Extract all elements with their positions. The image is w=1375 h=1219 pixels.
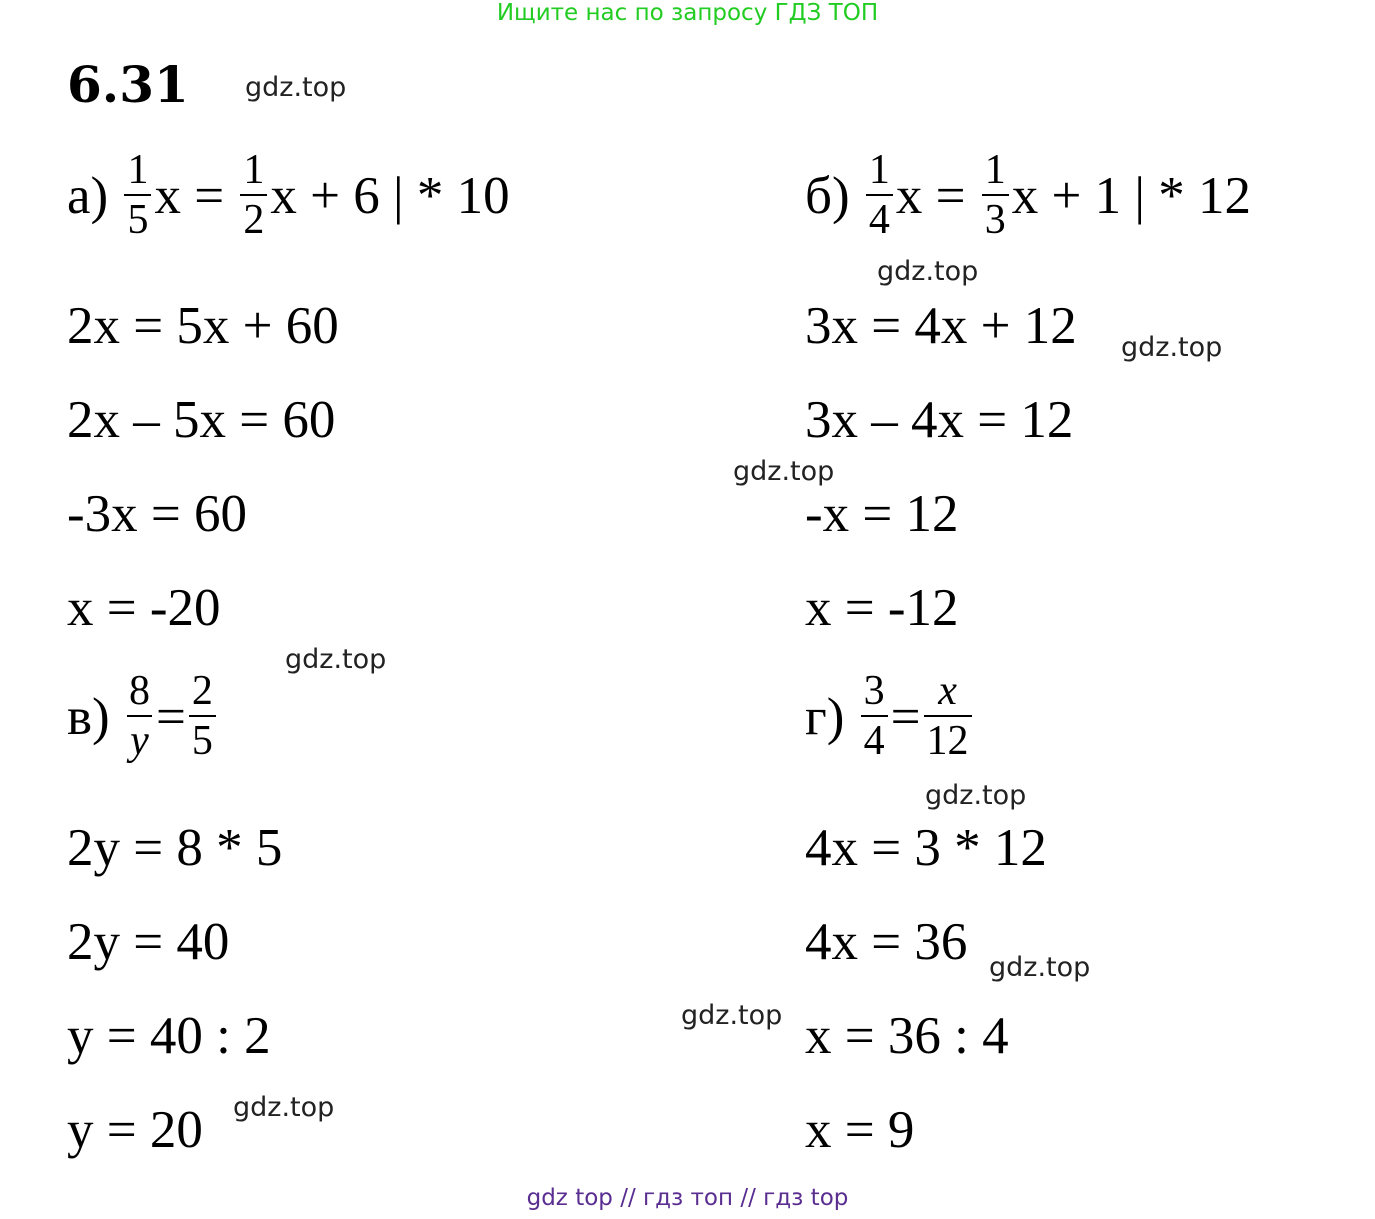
- denominator: 3: [982, 194, 1009, 241]
- footer-links: gdz top // гдз топ // гдз top: [526, 1185, 849, 1211]
- watermark: gdz.top: [989, 952, 1091, 983]
- watermark: gdz.top: [681, 1000, 783, 1031]
- watermark: gdz.top: [733, 456, 835, 487]
- part-label-a: а): [67, 167, 109, 226]
- part-label-g: г): [805, 688, 845, 747]
- step-line: y = 20: [67, 1101, 203, 1159]
- equals-sign: =: [890, 688, 921, 747]
- equation-a: [67, 147, 510, 247]
- fraction: [861, 670, 888, 762]
- numerator: 1: [984, 147, 1006, 193]
- watermark: gdz.top: [245, 72, 347, 103]
- problem-number: 6.31: [67, 55, 189, 114]
- watermark: gdz.top: [1121, 332, 1223, 363]
- step-line: 2y = 40: [67, 913, 230, 971]
- numerator: x: [938, 668, 957, 714]
- fraction: [240, 149, 267, 241]
- part-label-v: в): [67, 688, 110, 747]
- equation-v: [67, 668, 219, 768]
- fraction: [924, 670, 972, 762]
- watermark: gdz.top: [233, 1092, 335, 1123]
- equation-middle: x =: [895, 167, 966, 226]
- numerator: 1: [868, 147, 890, 193]
- step-line: 3x = 4x + 12: [805, 297, 1077, 355]
- denominator: 4: [861, 715, 888, 762]
- fraction: [982, 149, 1009, 241]
- denominator: 2: [240, 194, 267, 241]
- numerator: 1: [243, 147, 265, 193]
- equation-b: [805, 147, 1252, 247]
- step-line: x = -12: [805, 579, 959, 637]
- step-line: 4x = 36: [805, 913, 968, 971]
- step-line: 4x = 3 * 12: [805, 819, 1047, 877]
- equals-sign: =: [155, 688, 186, 747]
- fraction: [189, 670, 216, 762]
- step-line: x = -20: [67, 579, 221, 637]
- watermark: gdz.top: [925, 780, 1027, 811]
- fraction: [124, 149, 151, 241]
- numerator: 2: [191, 668, 213, 714]
- watermark: gdz.top: [285, 644, 387, 675]
- numerator: 8: [128, 668, 150, 714]
- step-line: 2x = 5x + 60: [67, 297, 339, 355]
- top-banner: Ищите нас по запросу ГДЗ ТОП: [496, 0, 879, 26]
- watermark: gdz.top: [877, 256, 979, 287]
- equation-middle: x =: [154, 167, 225, 226]
- fraction: [126, 670, 153, 762]
- numerator: 1: [127, 147, 149, 193]
- part-label-b: б): [805, 167, 850, 226]
- equation-g: [805, 668, 975, 768]
- denominator: 5: [124, 194, 151, 241]
- step-line: y = 40 : 2: [67, 1007, 271, 1065]
- denominator: y: [127, 715, 152, 762]
- step-line: x = 36 : 4: [805, 1007, 1009, 1065]
- step-line: x = 9: [805, 1101, 915, 1159]
- equation-tail: x + 1 | * 12: [1011, 167, 1252, 226]
- step-line: 2x – 5x = 60: [67, 391, 336, 449]
- denominator: 4: [866, 194, 893, 241]
- fraction: [866, 149, 893, 241]
- denominator: 5: [189, 715, 216, 762]
- denominator: 12: [924, 715, 972, 762]
- step-line: -3x = 60: [67, 485, 248, 543]
- numerator: 3: [863, 668, 885, 714]
- equation-tail: x + 6 | * 10: [270, 167, 510, 226]
- step-line: 2y = 8 * 5: [67, 819, 283, 877]
- step-line: 3x – 4x = 12: [805, 391, 1074, 449]
- step-line: -x = 12: [805, 485, 959, 543]
